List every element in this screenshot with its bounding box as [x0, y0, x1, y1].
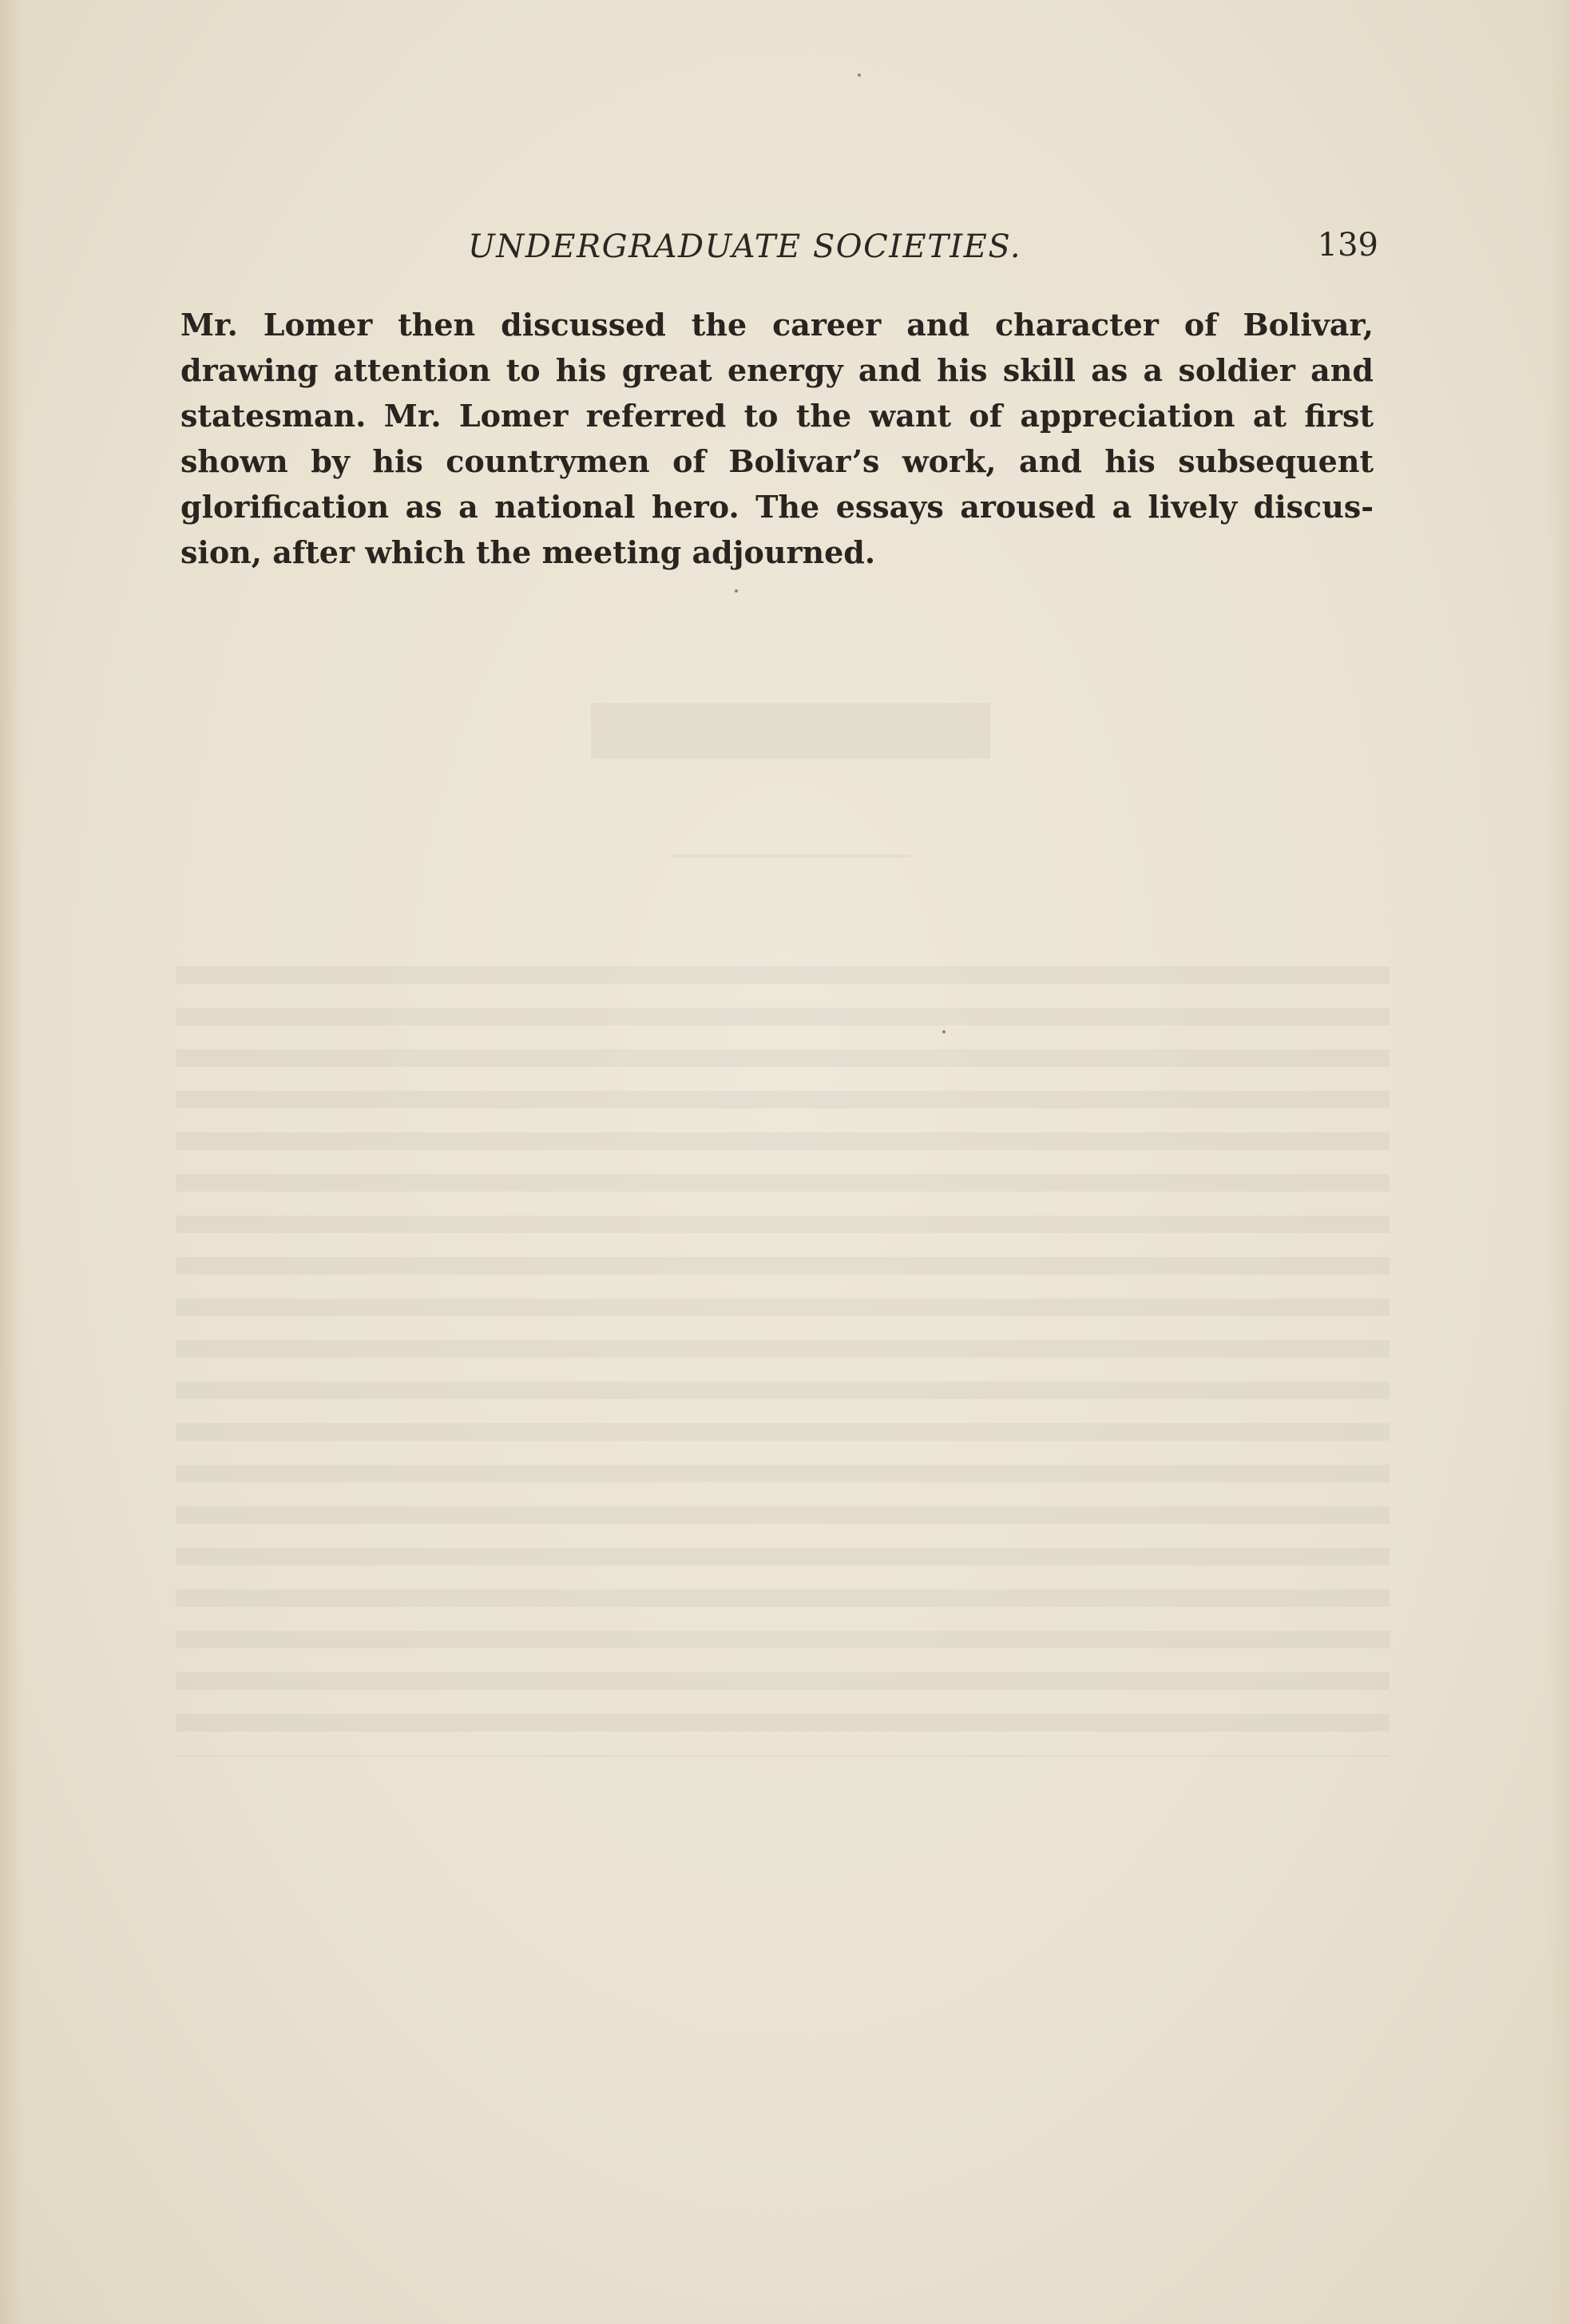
- paper-speck: [858, 73, 861, 77]
- page-right-shadow: [1548, 0, 1570, 2324]
- bleed-through-heading: [591, 703, 990, 759]
- paper-speck: [942, 1030, 946, 1033]
- body-paragraph: [180, 302, 1374, 575]
- paragraph-line: statesman. Mr. Lomer referred to the want of appreciation at first: [180, 398, 1374, 434]
- running-title: UNDERGRADUATE SOCIETIES.: [468, 228, 1022, 265]
- paragraph-line: drawing attention to his great energy and his skill as a soldier and: [180, 352, 1374, 388]
- running-head: [180, 224, 1378, 280]
- page-number: 139: [1317, 227, 1378, 264]
- paragraph-line: sion, after which the meeting adjourned.: [180, 534, 876, 570]
- bleed-through-rule: [671, 855, 910, 858]
- paper-speck: [735, 589, 738, 593]
- bleed-through-shadow: [176, 703, 1390, 1757]
- page-left-shadow: [0, 0, 22, 2324]
- paragraph-line: shown by his countrymen of Bolivar’s work, and his subsequent: [180, 443, 1374, 479]
- paragraph-line: Mr. Lomer then discussed the career and character of Bolivar,: [180, 307, 1374, 343]
- paragraph-line: glorification as a national hero. The essays aroused a lively discus-: [180, 489, 1374, 525]
- bleed-through-text: [176, 966, 1390, 1757]
